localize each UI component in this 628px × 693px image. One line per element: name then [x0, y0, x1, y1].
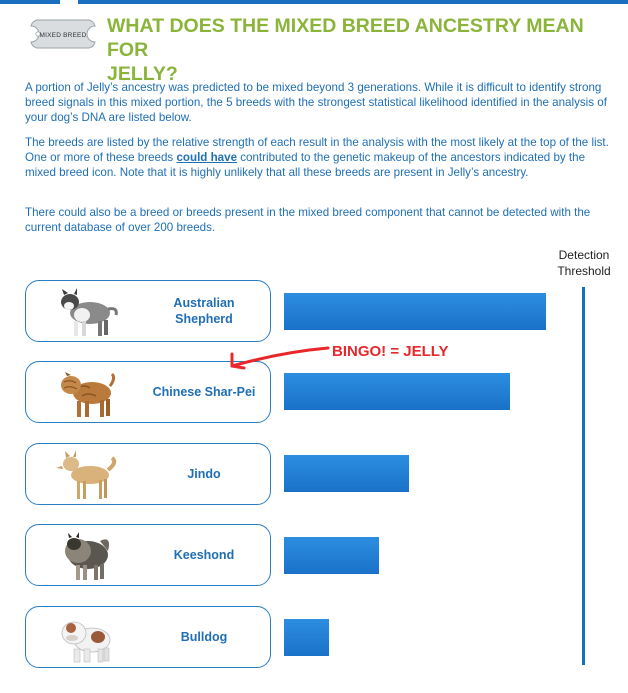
mixed-breed-badge: MIXED BREED — [39, 32, 87, 39]
breed-name: Jindo — [187, 467, 221, 481]
breed-name: Australian Shepherd — [173, 296, 235, 326]
jindo-icon — [52, 448, 122, 502]
bar-keeshond — [284, 537, 379, 574]
bar-jindo — [284, 455, 409, 492]
ranking-paragraph: The breeds are listed by the relative strength of each result in the analysis with the most likely at the top of the list. One or more of these breeds could have contributed to the genetic makeup of the ancestors indicated by the mixed breed icon. Note that it is highly unlikely that all these breeds are present in Jelly’s ancestry. — [25, 136, 609, 179]
detection-threshold-line — [582, 287, 585, 665]
could-have-emphasis: could have — [176, 151, 238, 164]
shar-pei-icon — [52, 366, 122, 420]
bar-bulldog — [284, 619, 329, 656]
breed-name: Keeshond — [173, 548, 235, 562]
top-bar — [0, 0, 628, 4]
bar-australian-shepherd — [284, 293, 546, 330]
intro-paragraph: A portion of Jelly’s ancestry was predicted to be mixed beyond 3 generations. While it is difficult to identify strong breed signals in this mixed portion, the 5 breeds with the strongest statistical likelihood identified in the analysis of your dog’s DNA are listed below. — [25, 81, 607, 124]
breed-card-bulldog — [25, 606, 271, 668]
bingo-annotation: BINGO! = JELLY — [332, 343, 449, 360]
keeshond-icon — [52, 529, 122, 583]
bulldog-icon — [52, 611, 122, 665]
breed-name: Chinese Shar-Pei — [152, 385, 256, 399]
breed-name: Bulldog — [180, 630, 228, 644]
red-arrow-icon — [222, 340, 332, 380]
breed-card-keeshond — [25, 524, 271, 586]
breed-card-australian-shepherd — [25, 280, 271, 342]
breed-card-jindo — [25, 443, 271, 505]
australian-shepherd-icon — [52, 285, 122, 339]
page-title: WHAT DOES THE MIXED BREED ANCESTRY MEAN FOR JELLY? — [107, 15, 584, 85]
detection-threshold-label: Detection Threshold — [557, 248, 611, 278]
database-paragraph: There could also be a breed or breeds present in the mixed breed component that cannot be detected with the current database of over 200 breeds. — [25, 206, 591, 234]
